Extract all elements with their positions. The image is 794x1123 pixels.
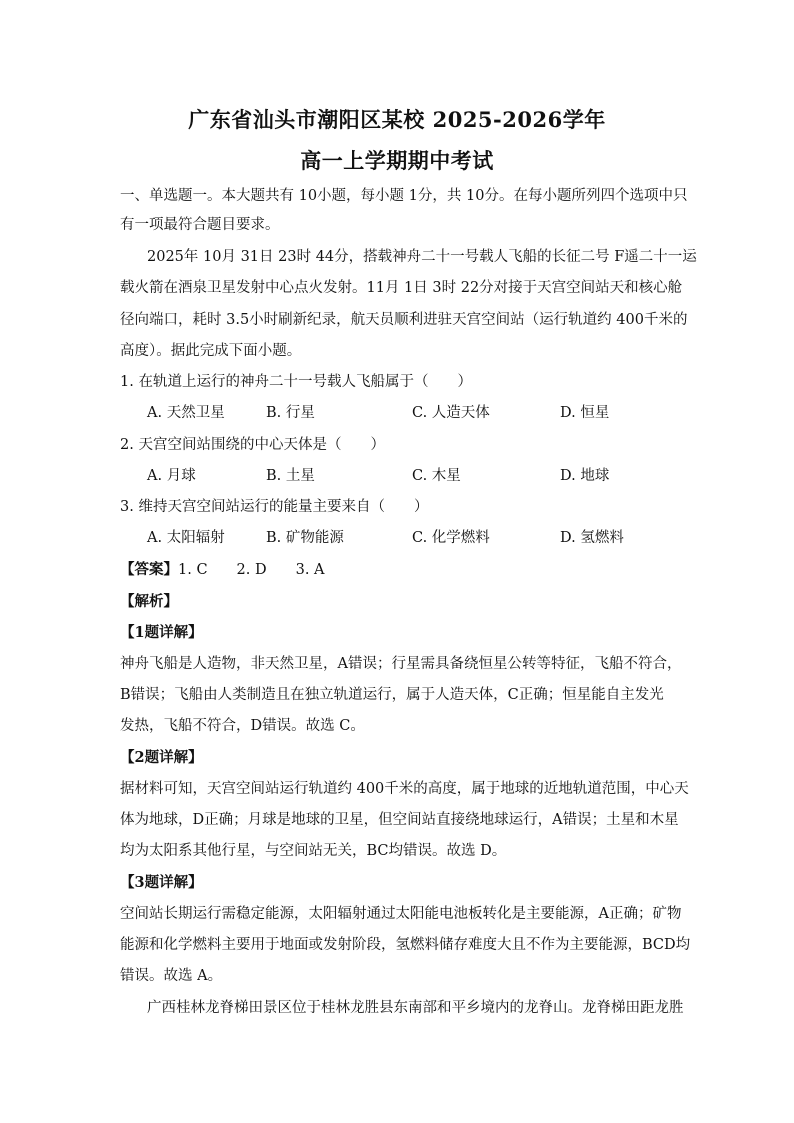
passage1-line1: 2025年 10月 31日 23时 44分，搭载神舟二十一号载人飞船的长征二号 F遥二十一运 — [147, 249, 697, 265]
question-2-option-b: B. 土星 — [266, 468, 315, 484]
question-3-option-a: A. 太阳辐射 — [147, 530, 225, 546]
q2-analysis-line3: 均为太阳系其他行星，与空间站无关，BC均错误。故选 D。 — [120, 843, 507, 859]
passage1-line2: 载火箭在酒泉卫星发射中心点火发射。11月 1日 3时 22分对接于天宫空间站天和核心舱 — [120, 280, 683, 296]
question-2-option-a: A. 月球 — [147, 468, 196, 484]
q1-analysis-label: 【1题详解】 — [120, 624, 203, 641]
q1-analysis-line1: 神舟飞船是人造物，非天然卫星，A错误；行星需具备绕恒星公转等特征，飞船不符合， — [120, 656, 682, 672]
answer-line — [120, 560, 325, 580]
q3-analysis-line3: 错误。故选 A。 — [120, 968, 223, 984]
analysis-label: 【解析】 — [120, 593, 178, 610]
question-3-option-c: C. 化学燃料 — [412, 530, 490, 546]
passage1-line4: 高度）。据此完成下面小题。 — [120, 343, 302, 359]
question-3-stem: 3. 维持天宫空间站运行的能量主要来自（ ） — [120, 499, 429, 515]
question-1-option-b: B. 行星 — [266, 405, 315, 421]
question-1-stem: 1. 在轨道上运行的神舟二十一号载人飞船属于（ ） — [120, 374, 472, 390]
answer-text: 1. C 2. D 3. A — [178, 562, 325, 578]
page-title-line1: 广东省汕头市潮阳区某校 2025-2026学年 — [188, 107, 606, 132]
q3-analysis-line1: 空间站长期运行需稳定能源，太阳辐射通过太阳能电池板转化是主要能源，A正确；矿物 — [120, 906, 682, 922]
q3-analysis-label: 【3题详解】 — [120, 874, 203, 891]
passage1-line3: 径向端口，耗时 3.5小时刷新纪录，航天员顺利进驻天宫空间站（运行轨道约 400千米的 — [120, 312, 688, 328]
q1-analysis-line3: 发热，飞船不符合，D错误。故选 C。 — [120, 718, 365, 734]
q2-analysis-label: 【2题详解】 — [120, 749, 203, 766]
q2-analysis-line2: 体为地球，D正确；月球是地球的卫星，但空间站直接绕地球运行，A错误；土星和木星 — [120, 812, 679, 828]
question-1-option-d: D. 恒星 — [560, 405, 610, 421]
question-1-option-a: A. 天然卫星 — [147, 405, 225, 421]
page-title-line2: 高一上学期期中考试 — [300, 148, 494, 173]
section-heading-line2: 有一项最符合题目要求。 — [120, 217, 280, 233]
section-heading-line1: 一、单选题一。本大题共有 10小题，每小题 1分，共 10分。在每小题所列四个选项中只 — [120, 188, 688, 204]
passage2-line1: 广西桂林龙脊梯田景区位于桂林龙胜县东南部和平乡境内的龙脊山。龙脊梯田距龙胜 — [147, 1000, 684, 1016]
q3-analysis-line2: 能源和化学燃料主要用于地面或发射阶段，氢燃料储存难度大且不作为主要能源，BCD均 — [120, 937, 691, 953]
question-3-option-b: B. 矿物能源 — [266, 530, 344, 546]
answer-label: 【答案】 — [120, 561, 178, 578]
q2-analysis-line1: 据材料可知，天宫空间站运行轨道约 400千米的高度，属于地球的近地轨道范围，中心天 — [120, 781, 689, 797]
question-2-option-d: D. 地球 — [560, 468, 610, 484]
question-2-option-c: C. 木星 — [412, 468, 461, 484]
question-1-option-c: C. 人造天体 — [412, 405, 490, 421]
question-2-stem: 2. 天宫空间站围绕的中心天体是（ ） — [120, 437, 385, 453]
question-3-option-d: D. 氢燃料 — [560, 530, 624, 546]
q1-analysis-line2: B错误；飞船由人类制造且在独立轨道运行，属于人造天体，C正确；恒星能自主发光 — [120, 687, 664, 703]
